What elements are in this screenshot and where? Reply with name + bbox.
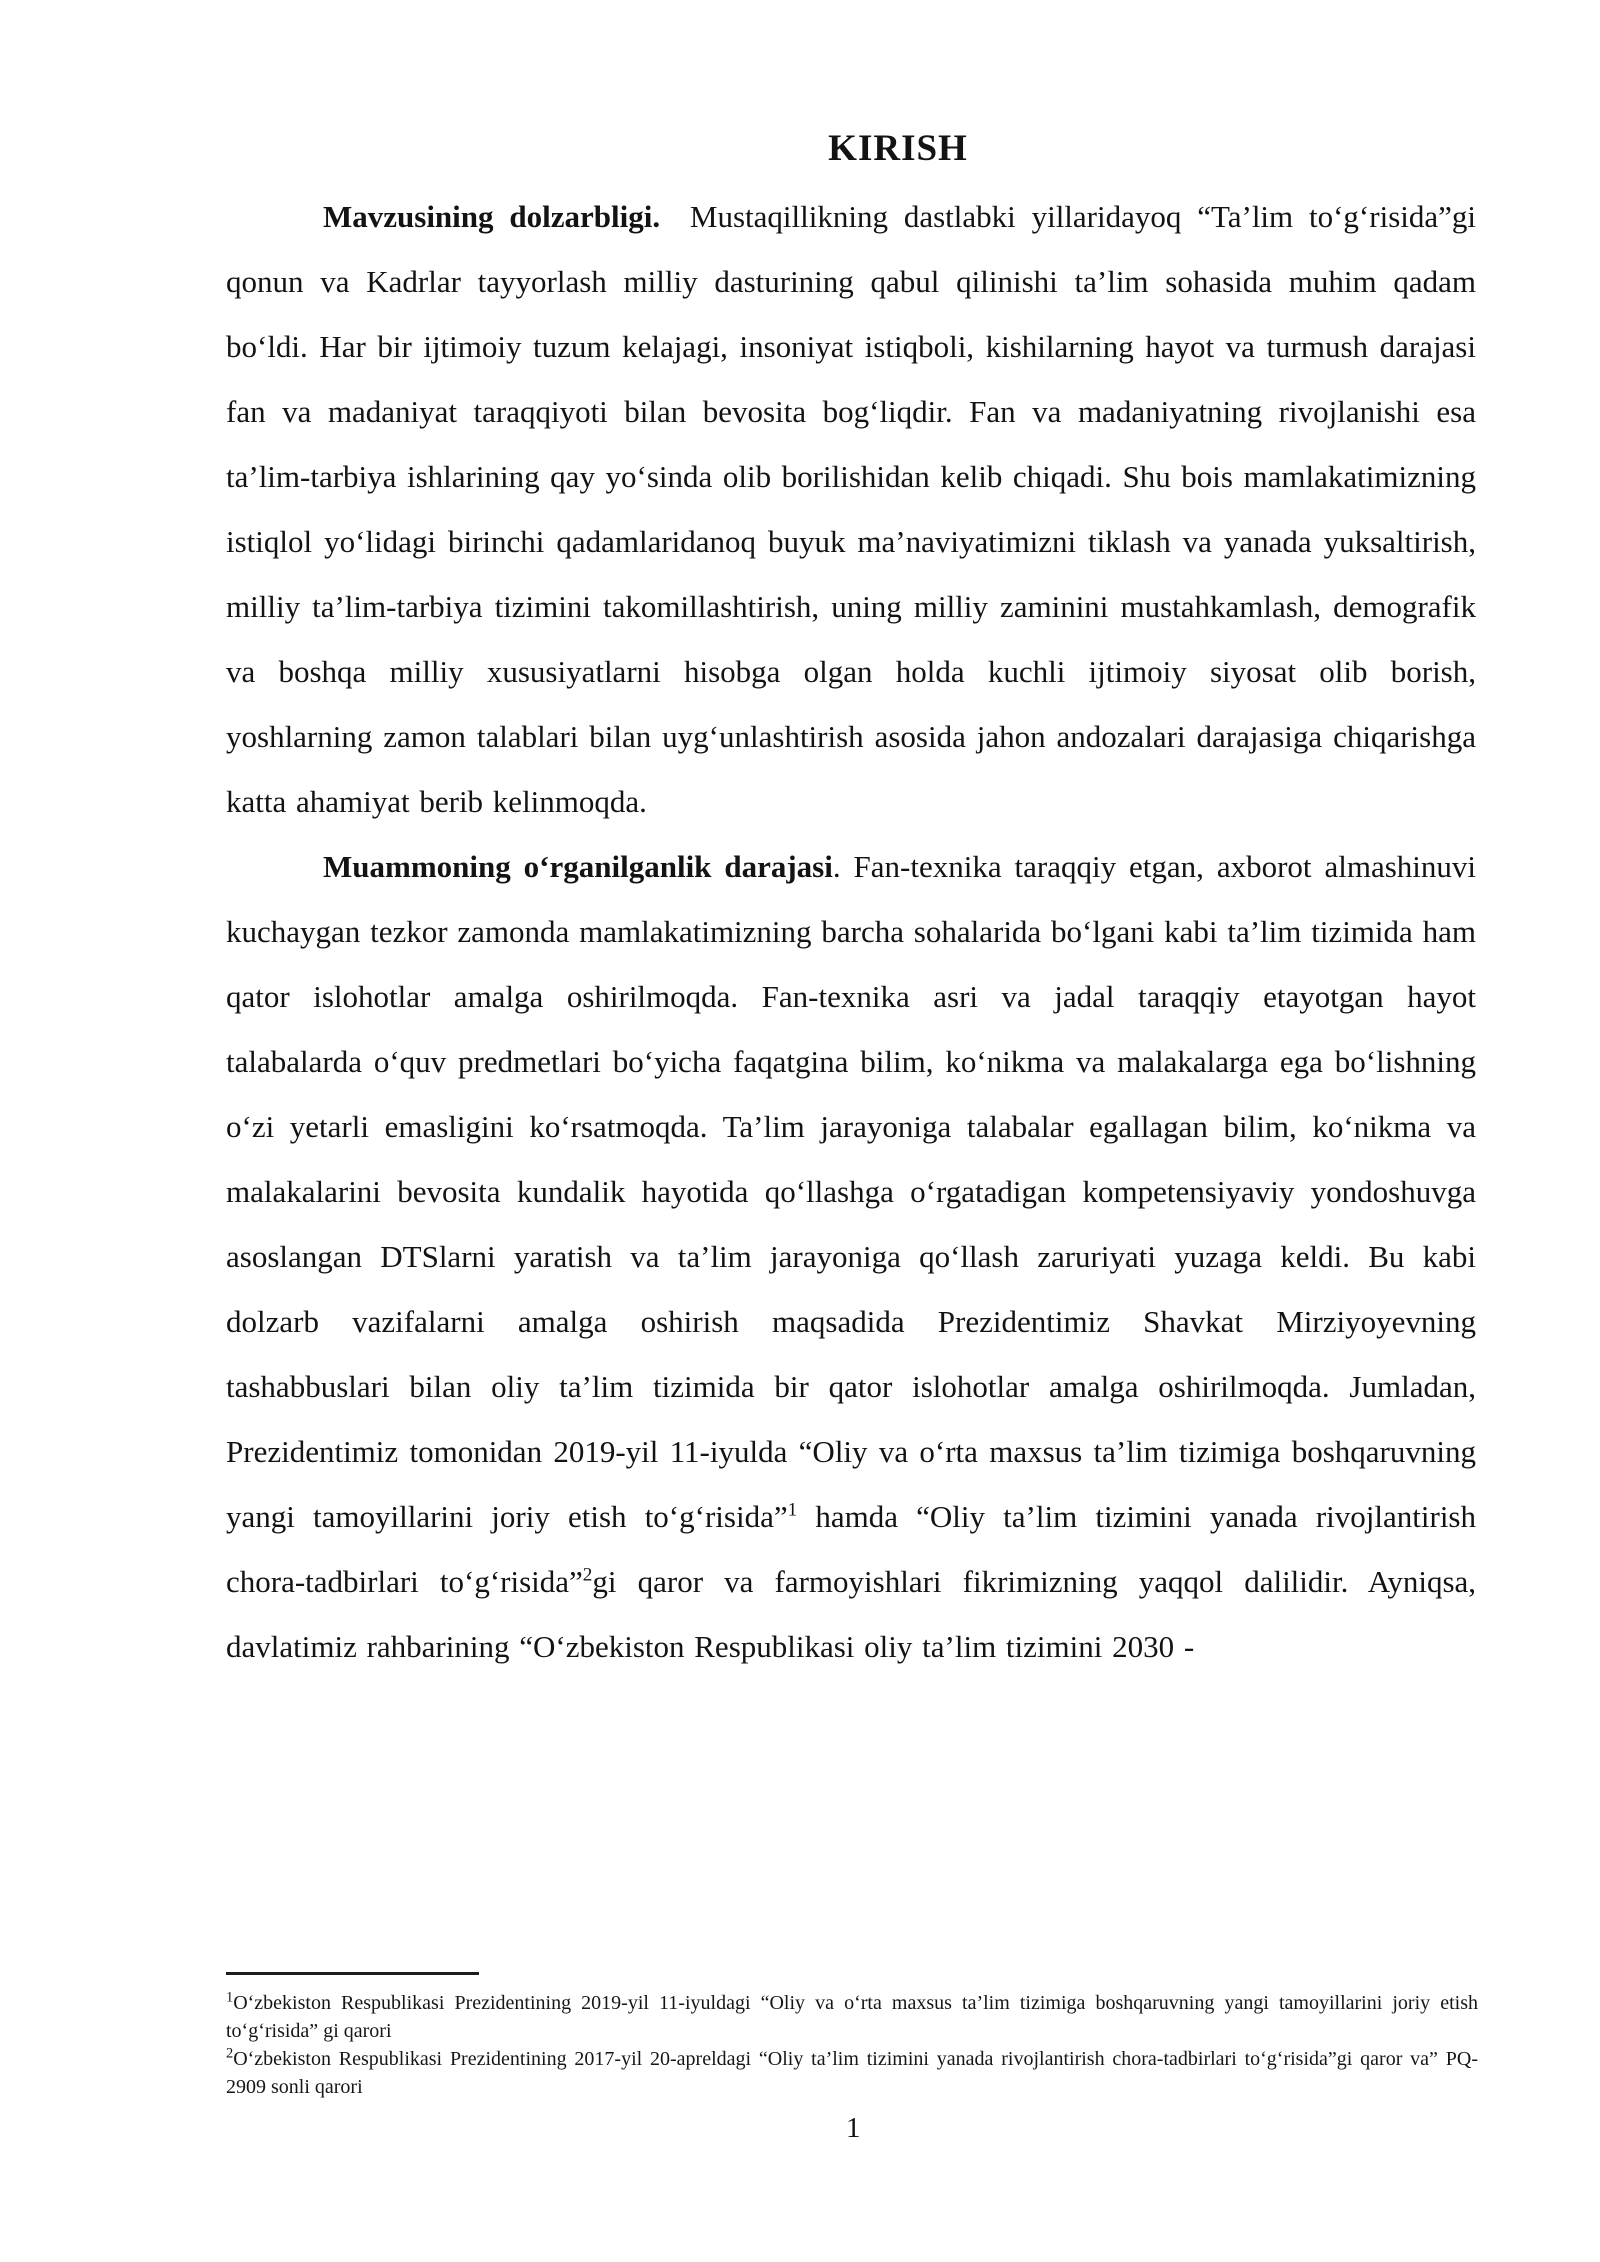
footnote-marker: 2	[226, 2045, 234, 2062]
footnote-text: O‘zbekiston Respublikasi Prezidentining 2019-yil 11-iyuldagi “Oliy va o‘rta maxsus ta’lim tizimiga boshqaruvning yangi tamoyillarini joriy etish to‘g‘risida” gi qarori	[226, 1992, 1478, 2042]
paragraph-topic-relevance	[226, 184, 1476, 834]
page-title: KIRISH	[828, 128, 968, 169]
text-column	[226, 114, 1476, 1679]
footnote-reference-1: 1	[787, 1499, 798, 1521]
footnote-separator-line	[226, 1972, 479, 1975]
footnote-reference-2: 2	[582, 1564, 593, 1586]
paragraph-text: hamda “Oliy ta’lim tizimini yanada rivojlantirish chora-tadbirlari to‘g‘risida”	[226, 1499, 1476, 1599]
paragraph-problem-study	[226, 834, 1476, 1679]
footnote-1	[226, 1989, 1478, 2045]
footnote-2	[226, 2045, 1478, 2101]
paragraph-lead-bold: Muammoning o‘rganilganlik darajasi	[323, 849, 833, 884]
page-number: 1	[846, 2112, 861, 2144]
footnote-section	[226, 1972, 1478, 2101]
paragraph-text: Mustaqillikning dastlabki yillaridayoq “Ta’lim to‘g‘risida”gi qonun va Kadrlar tayyorlash milliy dasturining qabul qilinishi ta’lim sohasida muhim qadam bo‘ldi. Har bir ijtimoiy tuzum kelajagi, insoniyat istiqboli, kishilarning hayot va turmush darajasi fan va madaniyat taraqqiyoti bilan bevosita bog‘liqdir. Fan va madaniyatning rivojlanishi esa ta’lim-tarbiya ishlarining qay yo‘sinda olib borilishidan kelib chiqadi. Shu bois mamlakatimizning istiqlol yo‘lidagi birinchi qadamlaridanoq buyuk ma’naviyatimizni tiklash va yanada yuksaltirish, milliy ta’lim-tarbiya tizimini takomillashtirish, uning milliy zaminini mustahkamlash, demografik va boshqa milliy xususiyatlarni hisobga olgan holda kuchli ijtimoiy siyosat olib borish, yoshlarning zamon talablari bilan uyg‘unlashtirish asosida jahon andozalari darajasiga chiqarishga katta ahamiyat berib kelinmoqda.	[226, 199, 1477, 819]
footnote-text: O‘zbekiston Respublikasi Prezidentining 2017-yil 20-apreldagi “Oliy ta’lim tizimini yanada rivojlantirish chora-tadbirlari to‘g‘risida”gi qaror va” PQ-2909 sonli qarori	[226, 2048, 1478, 2098]
footnote-marker: 1	[226, 1989, 234, 2006]
paragraph-text: . Fan-texnika taraqqiy etgan, axborot almashinuvi kuchaygan tezkor zamonda mamlakatimizning barcha sohalarida bo‘lgani kabi ta’lim tizimida ham qator islohotlar amalga oshirilmoqda. Fan-texnika asri va jadal taraqqiy etayotgan hayot talabalarda o‘quv predmetlari bo‘yicha faqatgina bilim, ko‘nikma va malakalarga ega bo‘lishning o‘zi yetarli emasligini ko‘rsatmoqda. Ta’lim jarayoniga talabalar egallagan bilim, ko‘nikma va malakalarini bevosita kundalik hayotida qo‘llashga o‘rgatadigan kompetensiyaviy yondoshuvga asoslangan DTSlarni yaratish va ta’lim jarayoniga qo‘llash zaruriyati yuzaga keldi. Bu kabi dolzarb vazifalarni amalga oshirish maqsadida Prezidentimiz Shavkat Mirziyoyevning tashabbuslari bilan oliy ta’lim tizimida bir qator islohotlar amalga oshirilmoqda. Jumladan, Prezidentimiz tomonidan 2019-yil 11-iyulda “Oliy va o‘rta maxsus ta’lim tizimiga boshqaruvning yangi tamoyillarini joriy etish to‘g‘risida”	[226, 849, 1476, 1534]
paragraph-lead-bold: Mavzusining dolzarbligi.	[323, 199, 661, 234]
paragraph-text: gi qaror va farmoyishlari fikrimizning yaqqol dalilidir. Ayniqsa, davlatimiz rahbarining “O‘zbekiston Respublikasi oliy ta’lim tizimini 2030 -	[226, 1564, 1477, 1664]
